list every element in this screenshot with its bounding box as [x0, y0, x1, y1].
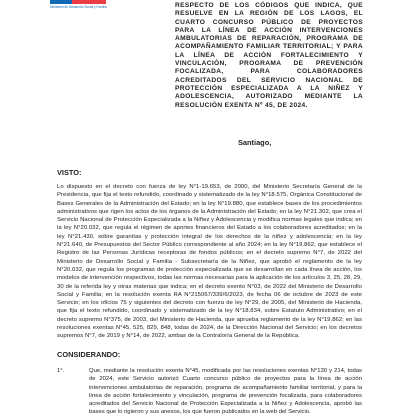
logo-red-bar [72, 0, 106, 4]
resolution-title: RESPECTO DE LOS CÓDIGOS QUE INDICA, QUE RESUELVE EN LA REGIÓN DE LOS LAGOS, EL CUARTO CONCURSO PÚBLICO DE PROYECTOS PARA LA LÍNEA DE ACCIÓN INTERVENCIONES AMBULATORIAS DE REPARACIÓN, PROGRAMA DE ACOMPAÑAMIENTO FAMILIAR TERRITORIAL; Y PARA LA LÍNEA DE ACCIÓN FORTALECIMIENTO Y VINCULACIÓN, PROGRAMA DE PREVENCIÓN FOCALIZADA, PARA COLABORADORES ACREDITADOS DEL SERVICIO NACIONAL DE PROTECCIÓN ESPECIALIZADA A LA NIÑEZ Y ADOLESCENCIA, AUTORIZADO MEDIANTE LA RESOLUCIÓN EXENTA Nº 45, DE 2024. [175, 2, 363, 109]
ministry-logo [50, 0, 106, 14]
logo-blue-bar [50, 0, 72, 4]
visto-paragraph: Lo dispuesto en el decreto con fuerza de ley N°1-19.653, de 2000, del Ministerio Secretaría General de la Presidencia, que fija el texto refundido, coordinado y sistematizado de la ley N°18.575, Orgánica Constitucional de Bases Generales de la Administración del Estado; en la ley N°19.880, que establece bases de los procedimientos administrativos que rigen los actos de los órganos de la Administración del Estado; en la ley N°21.302, que crea el Servicio Nacional de Protección Especializada a la Niñez y Adolescencia y modifica normas legales que indica; en la ley N°20.032, que regula el régimen de aportes financieros del Estado a los colaboradores acreditados; en la ley N°21.430, sobre garantías y protección integral de los derechos de la niñez y adolescencia; en la ley N°21.640, de Presupuestos del Sector Público correspondiente al año 2024; en la ley N°19.862, que establece el Registro de las Personas Jurídicas receptoras de fondos públicos; en el decreto supremo N°7, de 2022 del Ministerio de Desarrollo Social y Familia - Subsecretaría de la Niñez, que aprobó el reglamento de la ley N°20.032, que regula los programas de protección especializada que se desarrollan en cada línea de acción, los modelos de intervención respectivos, todas las normas necesarias para la aplicación de los artículos 3, 25, 28, 29, 30 de la referida ley y otras materias que indica; en el decreto exento N°03, de 2022 del Ministerio de Desarrollo Social y Familia; en la resolución exenta RA N°215067/339/6/2023, de fecha 06 de octubre de 2023 de este Servicio; en los oficios 75 y siguientes del decreto con fuerza de ley N°29, de 2005, del Ministerio de Hacienda, que fija el texto refundido, coordinado y sistematizado de la ley N°18.834, sobre Estatuto Administrativo; en el decreto supremo N°375, de 2003, del Ministerio de Hacienda, que aprueba reglamento de la ley N°19.862; en las resoluciones exentas N°45, 525, 829, 848, todas de 2024, de la Dirección Nacional del Servicio; en los decretos supremos N°7, de 2019 y N°14, de 2022, ambas de la Contraloría General de la República. [57, 184, 362, 340]
item-text: Que, mediante la resolución exenta N°45, modificada por las resoluciones exentas N°130 y 214, todas de 2024, este Servicio autorizó Cuarto concurso público de proyectos para la línea de acción intervenciones ambulatorias de reparación, programa de acompañamiento familiar territorial, y para la línea de acción fortalecimiento y vinculación, programa de prevención focalizada, para colaboradores acreditados del Servicio Nacional de Protección Especializada a la Niñez y Adolescencia, aprobó las bases que lo rigieron y sus anexos, los que fueron publicados en la web del Servicio. [89, 368, 362, 416]
item-number: 1°. [57, 368, 65, 374]
visto-heading: VISTO: [57, 168, 82, 177]
place-label: Santiago, [238, 138, 272, 147]
considerando-heading: CONSIDERANDO: [57, 350, 121, 359]
logo-text: Ministerio de Desarrollo Social y Familia [50, 5, 107, 9]
